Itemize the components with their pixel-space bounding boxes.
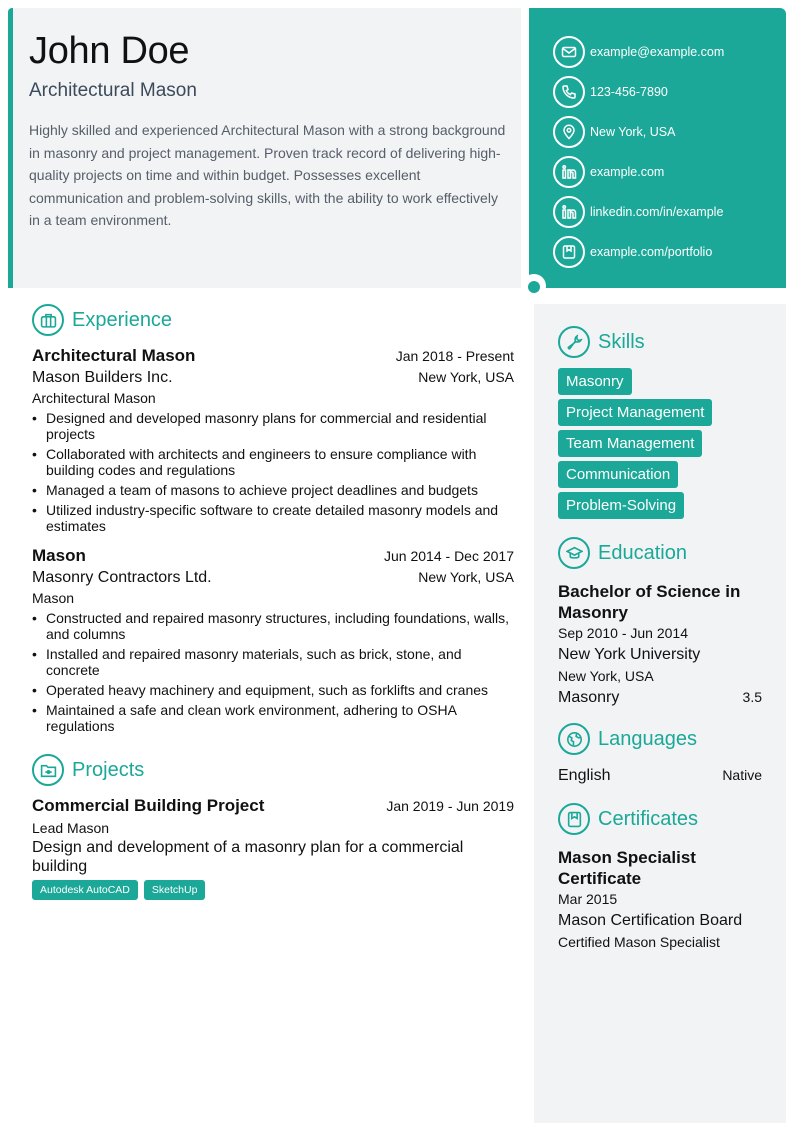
list-item: • Managed a team of masons to achieve project deadlines and budgets <box>32 482 514 498</box>
contact-portfolio-text: example.com/portfolio <box>590 245 713 259</box>
languages-heading <box>558 723 762 755</box>
skills-heading <box>558 326 762 358</box>
certificate-name: Mason Specialist Certificate <box>558 848 696 888</box>
education-score: 3.5 <box>742 689 762 705</box>
job-bullets <box>32 410 514 534</box>
skill-tag: Masonry <box>558 368 632 395</box>
certificate-date: Mar 2015 <box>558 891 618 907</box>
keyword-tag: Autodesk AutoCAD <box>32 880 138 900</box>
graduation-cap-icon <box>558 537 590 569</box>
skill-tag: Project Management <box>558 399 712 426</box>
list-item: • Collaborated with architects and engineers to ensure compliance with building codes and regulations <box>32 446 514 478</box>
job-company: Mason Builders Inc. <box>32 369 173 386</box>
language-name: English <box>558 767 611 784</box>
portfolio-icon <box>553 236 585 268</box>
job-company: Masonry Contractors Ltd. <box>32 569 212 586</box>
certificate-icon <box>558 803 590 835</box>
project-date: Jan 2019 - Jun 2019 <box>386 798 514 814</box>
project-role: Lead Mason <box>32 820 110 836</box>
linkedin-icon <box>553 196 585 228</box>
folder-icon <box>32 754 64 786</box>
contact-phone-text: 123-456-7890 <box>590 85 668 99</box>
skills-title: Skills <box>598 330 645 353</box>
projects-heading <box>32 754 514 786</box>
contact-email-text: example@example.com <box>590 45 725 59</box>
keyword-tag: SketchUp <box>144 880 206 900</box>
list-item: • Installed and repaired masonry materials, such as brick, stone, and concrete <box>32 646 514 678</box>
skill-tag: Communication <box>558 461 678 488</box>
skills-list <box>558 368 762 519</box>
project-item <box>32 796 514 900</box>
experience-item <box>32 546 514 734</box>
contact-phone[interactable] <box>553 72 786 112</box>
summary: Highly skilled and experienced Architectural Mason with a strong background in masonry and project management. Proven track record of delivering high-quality projects on time and within budget. Possesses excellent communication and problem-solving skills, with the ability to work effectively in a team environment. <box>29 122 506 229</box>
experience-heading <box>32 304 514 336</box>
education-heading <box>558 537 762 569</box>
contact-website-text: example.com <box>590 165 665 179</box>
language-level: Native <box>722 767 762 783</box>
email-icon <box>553 36 585 68</box>
education-degree: Bachelor of Science in Masonry <box>558 582 741 622</box>
certificate-summary: Certified Mason Specialist <box>558 934 720 950</box>
header-panel <box>8 8 521 288</box>
experience-title: Experience <box>72 308 173 331</box>
job-date: Jan 2018 - Present <box>395 348 514 364</box>
certificate-issuer: Mason Certification Board <box>558 912 743 929</box>
certificates-title: Certificates <box>598 807 699 830</box>
job-date: Jun 2014 - Dec 2017 <box>384 548 514 564</box>
linkedin-icon <box>553 156 585 188</box>
list-item: • Maintained a safe and clean work environment, adhering to OSHA regulations <box>32 702 514 734</box>
skill-tag: Problem-Solving <box>558 492 684 519</box>
phone-icon <box>553 76 585 108</box>
job-position: Architectural Mason <box>32 346 196 365</box>
education-title: Education <box>598 541 687 564</box>
project-keywords <box>32 880 514 900</box>
language-item <box>558 765 762 787</box>
languages-title: Languages <box>598 727 697 750</box>
education-institution: New York University <box>558 646 701 663</box>
globe-icon <box>558 723 590 755</box>
experience-item <box>32 346 514 534</box>
contact-portfolio[interactable] <box>553 232 786 272</box>
job-role: Architectural Mason <box>32 390 156 406</box>
list-item: • Designed and developed masonry plans for commercial and residential projects <box>32 410 514 442</box>
headline: Architectural Mason <box>29 80 197 101</box>
decorative-dot-inner <box>528 281 540 293</box>
contact-linkedin[interactable] <box>553 192 786 232</box>
sidebar <box>534 304 786 1123</box>
project-name: Commercial Building Project <box>32 796 265 815</box>
contact-location-text: New York, USA <box>590 125 676 139</box>
contact-email[interactable] <box>553 32 786 72</box>
education-date: Sep 2010 - Jun 2014 <box>558 625 688 641</box>
contact-panel <box>529 8 786 288</box>
certificates-heading <box>558 803 762 835</box>
location-icon <box>553 116 585 148</box>
main-column <box>32 304 514 900</box>
list-item: • Utilized industry-specific software to create detailed masonry models and estimates <box>32 502 514 534</box>
projects-title: Projects <box>72 758 145 781</box>
list-item: • Constructed and repaired masonry structures, including foundations, walls, and columns <box>32 610 514 642</box>
briefcase-icon <box>32 304 64 336</box>
wrench-icon <box>558 326 590 358</box>
candidate-name: John Doe <box>29 30 190 72</box>
contact-website[interactable] <box>553 152 786 192</box>
job-location: New York, USA <box>418 569 514 585</box>
education-location: New York, USA <box>558 668 654 684</box>
job-location: New York, USA <box>418 369 514 385</box>
contact-linkedin-text: linkedin.com/in/example <box>590 205 724 219</box>
project-description: Design and development of a masonry plan for a commercial building <box>32 839 464 875</box>
job-position: Mason <box>32 546 86 565</box>
job-role: Mason <box>32 590 75 606</box>
contact-location <box>553 112 786 152</box>
skill-tag: Team Management <box>558 430 702 457</box>
education-field: Masonry <box>558 689 620 706</box>
job-bullets <box>32 610 514 734</box>
list-item: • Operated heavy machinery and equipment, such as forklifts and cranes <box>32 682 514 698</box>
